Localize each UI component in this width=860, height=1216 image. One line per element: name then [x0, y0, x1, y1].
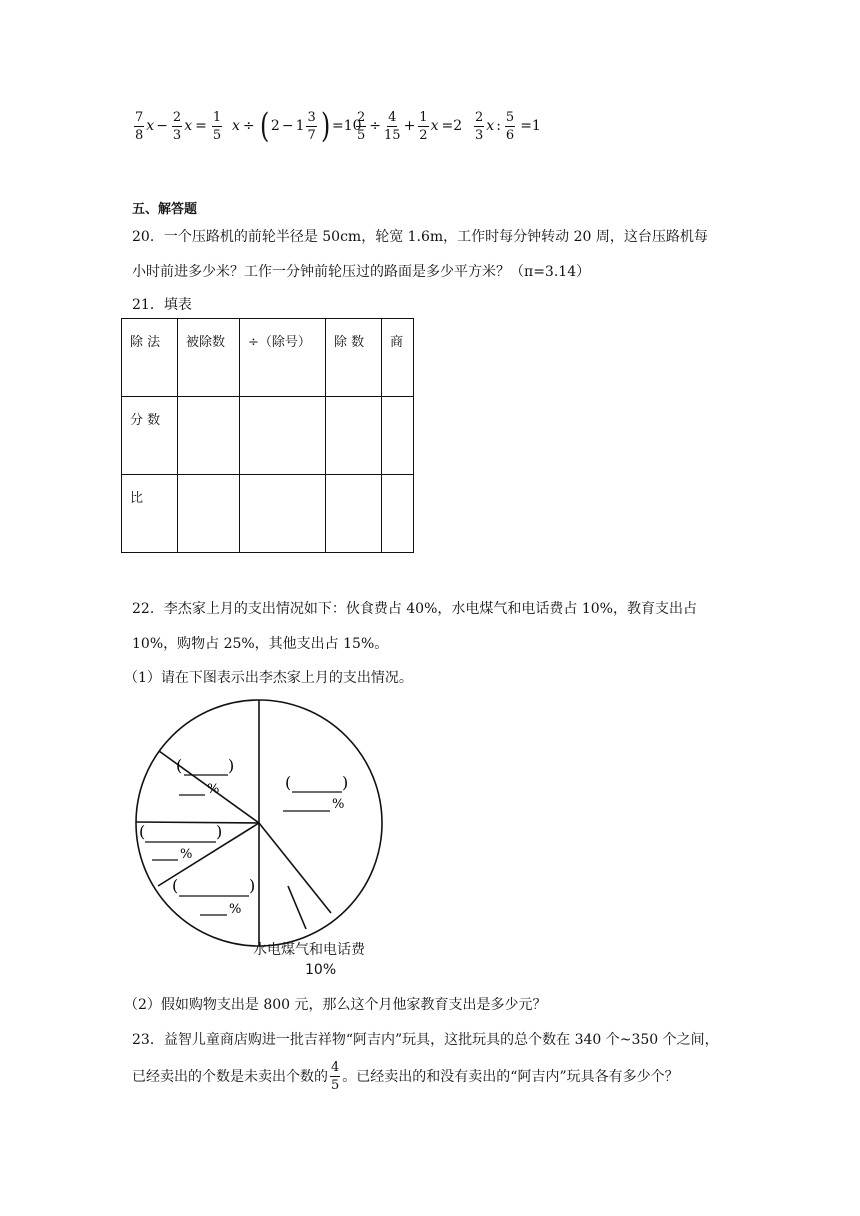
fraction [505, 111, 515, 142]
blank-paren-right: ) [342, 773, 349, 792]
equation-2 [232, 106, 362, 146]
equation-3 [354, 106, 462, 146]
blank-paren-left: ( [139, 822, 146, 841]
fraction [212, 111, 222, 142]
numerator: 1 [419, 109, 428, 125]
fraction [306, 111, 316, 142]
numerator: 2 [475, 109, 484, 125]
mixed-whole: 1 [295, 118, 305, 134]
fraction [418, 111, 428, 142]
pie-label-utilities-value: 10% [305, 962, 337, 978]
numerator: 2 [357, 109, 366, 125]
equals-sign: = [195, 118, 207, 134]
table-header-cell: ÷（除号） [240, 319, 326, 397]
table-cell-blank[interactable] [178, 475, 240, 553]
denominator: 6 [505, 127, 515, 143]
variable-x: x [430, 118, 439, 134]
equation-4 [472, 106, 541, 146]
percent-sign: % [180, 847, 193, 862]
pie-divider [136, 822, 259, 823]
fraction [330, 1061, 340, 1092]
table-cell-blank[interactable] [326, 475, 382, 553]
table-row-label: 分 数 [122, 397, 178, 475]
denominator: 7 [307, 127, 316, 143]
pie-label-utilities: 水电煤气和电话费 [253, 942, 365, 958]
table-header-cell: 被除数 [178, 319, 240, 397]
divide-sign: ÷ [242, 118, 255, 134]
table-row-label: 比 [122, 475, 178, 553]
left-paren: ( [259, 106, 269, 146]
equation-rhs: =1 [520, 118, 541, 134]
fraction [384, 111, 401, 142]
blank-paren-right: ) [249, 876, 256, 895]
q23-line1: 23．益智儿童商店购进一批吉祥物“阿吉内”玩具，这批玩具的总个数在 340 个~350 个之间， [132, 1032, 719, 1048]
numerator: 4 [388, 109, 397, 125]
table-cell-blank[interactable] [240, 475, 326, 553]
q22-sub1: （1）请在下图表示出李杰家上月的支出情况。 [124, 670, 413, 686]
denominator: 3 [172, 127, 182, 143]
fraction [172, 111, 182, 142]
pie-divider [259, 823, 331, 913]
variable-x: x [146, 118, 155, 134]
denominator: 3 [475, 127, 484, 143]
fraction [356, 111, 366, 142]
blank-paren-left: ( [176, 756, 183, 775]
table-header-cell: 除 数 [326, 319, 382, 397]
minus-sign: − [281, 118, 294, 134]
numerator: 5 [505, 109, 515, 125]
denominator: 8 [135, 127, 144, 143]
pointer-line [288, 886, 306, 929]
q23-text: 。已经卖出的和没有卖出的“阿吉内”玩具各有多少个？ [342, 1069, 679, 1085]
denominator: 15 [384, 127, 401, 143]
q20-line2: 小时前进多少米？工作一分钟前轮压过的路面是多少平方米？（π=3.14） [132, 264, 591, 280]
fraction [134, 111, 144, 142]
percent-sign: % [207, 782, 220, 797]
divide-sign: ÷ [369, 118, 382, 134]
numerator: 7 [135, 109, 144, 125]
variable-x: x [184, 118, 193, 134]
section-heading: 五、解答题 [132, 202, 198, 217]
numerator: 1 [212, 109, 222, 125]
numerator: 4 [331, 1059, 340, 1075]
table-header-cell: 商 [382, 319, 414, 397]
denominator: 2 [419, 127, 428, 143]
right-paren: ) [320, 106, 331, 146]
variable-x: x [232, 118, 240, 134]
denominator: 5 [331, 1077, 340, 1093]
equation-rhs: =10 [332, 118, 362, 134]
fraction [474, 111, 484, 142]
table-row [122, 397, 414, 475]
fill-table [121, 318, 414, 553]
table-cell-blank[interactable] [382, 475, 414, 553]
numerator: 2 [172, 109, 182, 125]
table-cell-blank[interactable] [178, 397, 240, 475]
table-header-cell: 除 法 [122, 319, 178, 397]
numerator: 3 [307, 109, 316, 125]
denominator: 5 [357, 127, 366, 143]
table-row [122, 475, 414, 553]
blank-paren-left: ( [285, 773, 292, 792]
table-cell-blank[interactable] [240, 397, 326, 475]
table-cell-blank[interactable] [326, 397, 382, 475]
pie-chart [128, 696, 398, 986]
percent-sign: % [332, 797, 345, 812]
colon-sign: : [496, 118, 501, 134]
table-row [122, 319, 414, 397]
blank-paren-left: ( [172, 876, 179, 895]
q22-line1: 22．李杰家上月的支出情况如下：伙食费占 40%，水电煤气和电话费占 10%，教育支出占 [132, 601, 697, 617]
variable-x: x [486, 118, 495, 134]
blank-paren-right: ) [216, 822, 223, 841]
blank-paren-right: ) [228, 756, 235, 775]
q23-line2 [132, 1054, 679, 1098]
number: 2 [270, 118, 280, 134]
q21-title: 21．填表 [132, 297, 192, 313]
equation-1 [132, 106, 224, 146]
plus-sign: + [403, 118, 416, 134]
percent-sign: % [229, 902, 242, 917]
q23-text: 已经卖出的个数是未卖出个数的 [132, 1069, 328, 1085]
equation-rhs: =2 [441, 118, 463, 134]
q20-line1: 20．一个压路机的前轮半径是 50cm，轮宽 1.6m，工作时每分钟转动 20 周，这台压路机每 [132, 229, 708, 245]
table-cell-blank[interactable] [382, 397, 414, 475]
q22-sub2: （2）假如购物支出是 800 元，那么这个月他家教育支出是多少元？ [124, 997, 547, 1013]
minus-sign: − [156, 118, 168, 134]
denominator: 5 [212, 127, 222, 143]
q22-line2: 10%，购物占 25%，其他支出占 15%。 [132, 636, 389, 652]
